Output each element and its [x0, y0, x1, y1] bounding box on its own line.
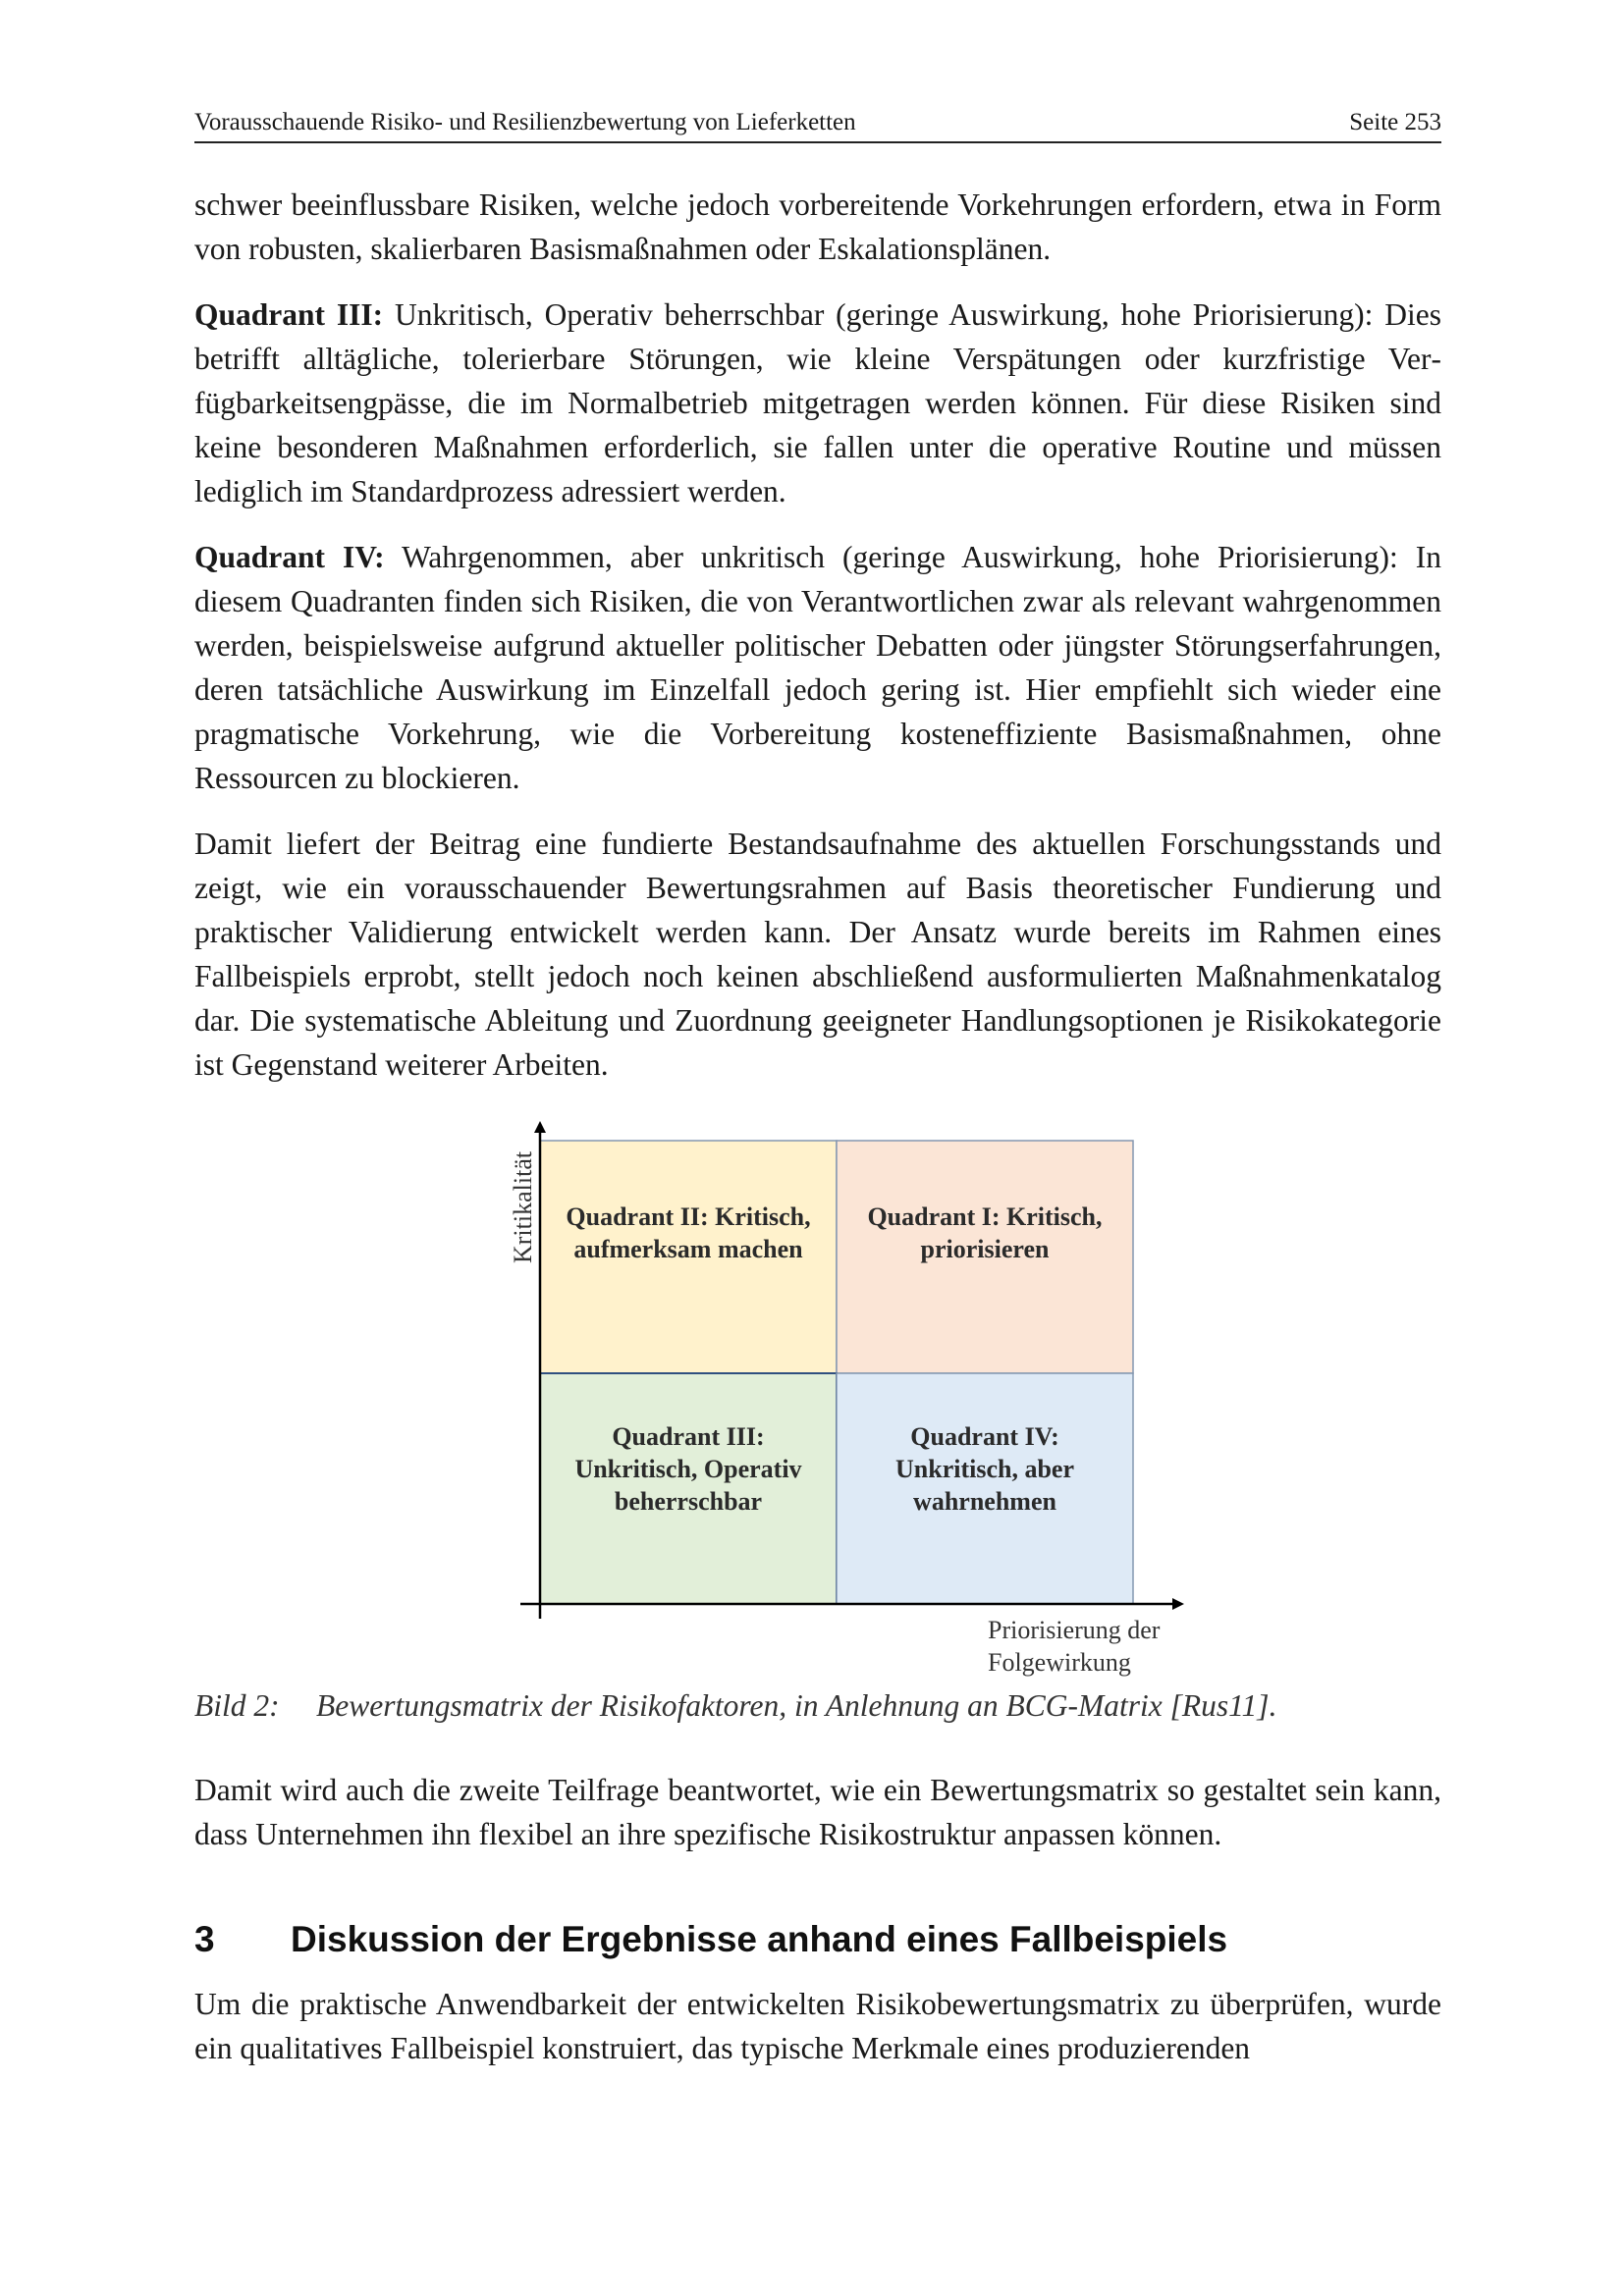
quadrant-iii-label: Quadrant III: Unkritisch, Operativ beherrschbar: [574, 1422, 802, 1516]
y-axis-arrow: [534, 1121, 546, 1133]
section-heading: [194, 1917, 1441, 1962]
x-axis-label: Priorisierung der Folgewirkung: [988, 1616, 1161, 1677]
page-number: Seite 253: [1349, 109, 1441, 135]
caption-text: Bewertungsmatrix der Risikofaktoren, in Anlehnung an BCG-Matrix [Rus11].: [316, 1688, 1277, 1723]
page: [194, 108, 1441, 2092]
running-head: [194, 108, 1441, 143]
section-title: Diskussion der Ergebnisse anhand eines Fallbeispiels: [291, 1919, 1228, 1959]
risk-matrix-figure: [194, 1121, 1441, 1676]
paragraph-lead: Quadrant III:: [194, 297, 384, 332]
paragraph-quadrant-iv: Quadrant IV: Wahrgenommen, aber unkritisch (geringe Auswirkung, hohe Priorisierung): In diesem Quadranten finden sich Risiken, die von Verantwortlichen zwar als relevant wahrgenommen werden, beispielsweise aufgrund aktueller politischer Debatten oder jüngster Störungserfahrungen, deren tatsächliche Auswirkung im Einzelfall jedoch gering ist. Hier empfiehlt sich wieder eine pragmatische Vorkehrung, wie die Vorbereitung kosteneffiziente Basismaßnahmen, ohne Ressourcen zu blockieren.: [194, 540, 1441, 795]
quadrant-ii-label: Quadrant II: Kritisch, aufmerksam machen: [566, 1201, 811, 1263]
running-head-title: Vorausschauende Risiko- und Resilienzbewertung von Lieferketten: [194, 109, 856, 135]
caption-number: Bild 2:: [194, 1688, 280, 1723]
paragraph: Damit wird auch die zweite Teilfrage beantwortet, wie ein Bewertungsmatrix so gestaltet sein kann, dass Unternehmen ihn flexibel an ihre spezifische Risikostruktur anpassen können.: [194, 1773, 1441, 1851]
paragraph-lead: Quadrant IV:: [194, 540, 385, 574]
section-number: 3: [194, 1919, 215, 1959]
paragraph: Damit liefert der Beitrag eine fundierte Bestandsaufnahme des aktuellen Forschungsstands und zeigt, wie ein vorausschauender Bewertungsrahmen auf Basis theoretischer Fundierung und praktischer Validierung entwickelt werden kann. Der Ansatz wurde bereits im Rahmen eines Fallbeispiels erprobt, stellt jedoch noch keinen abschließend ausformulierten Maßnahmenkatalog dar. Die systematische Ableitung und Zuordnung geeigneter Handlungsoptionen je Risikokategorie ist Gegenstand weiterer Arbeiten.: [194, 827, 1441, 1082]
y-axis-label: Kritikalität: [509, 1150, 537, 1263]
quadrant-iv-label: Quadrant IV: Unkritisch, aber wahrnehmen: [895, 1422, 1074, 1516]
figure-caption: [194, 1685, 1441, 1727]
body-text: [194, 183, 1441, 1087]
paragraph: Um die praktische Anwendbarkeit der entwickelten Risikobewertungsmatrix zu überprüfen, wurde ein qualitatives Fallbeispiel konstruiert, das typische Merkmale eines produzierenden: [194, 1987, 1441, 2065]
paragraph-quadrant-iii: Quadrant III: Unkritisch, Operativ beherrschbar (geringe Auswirkung, hohe Priorisierung): Dies betrifft alltägliche, tolerierbare Störungen, wie kleine Verspätungen oder kurzfristige Verfügbarkeitsengpässe, die im Normalbetrieb mitgetragen werden können. Für diese Risiken sind keine besonderen Maßnahmen erforderlich, sie fallen unter die operative Routine und müssen lediglich im Standardprozess adressiert werden.: [194, 297, 1441, 508]
quadrant-i-label: Quadrant I: Kritisch, priorisieren: [867, 1201, 1103, 1263]
paragraph: schwer beeinflussbare Risiken, welche jedoch vorbereitende Vorkehrungen erfordern, etwa in Form von robusten, skalierbaren Basismaßnahmen oder Eskalationsplänen.: [194, 187, 1441, 266]
x-axis-arrow: [1172, 1598, 1184, 1610]
